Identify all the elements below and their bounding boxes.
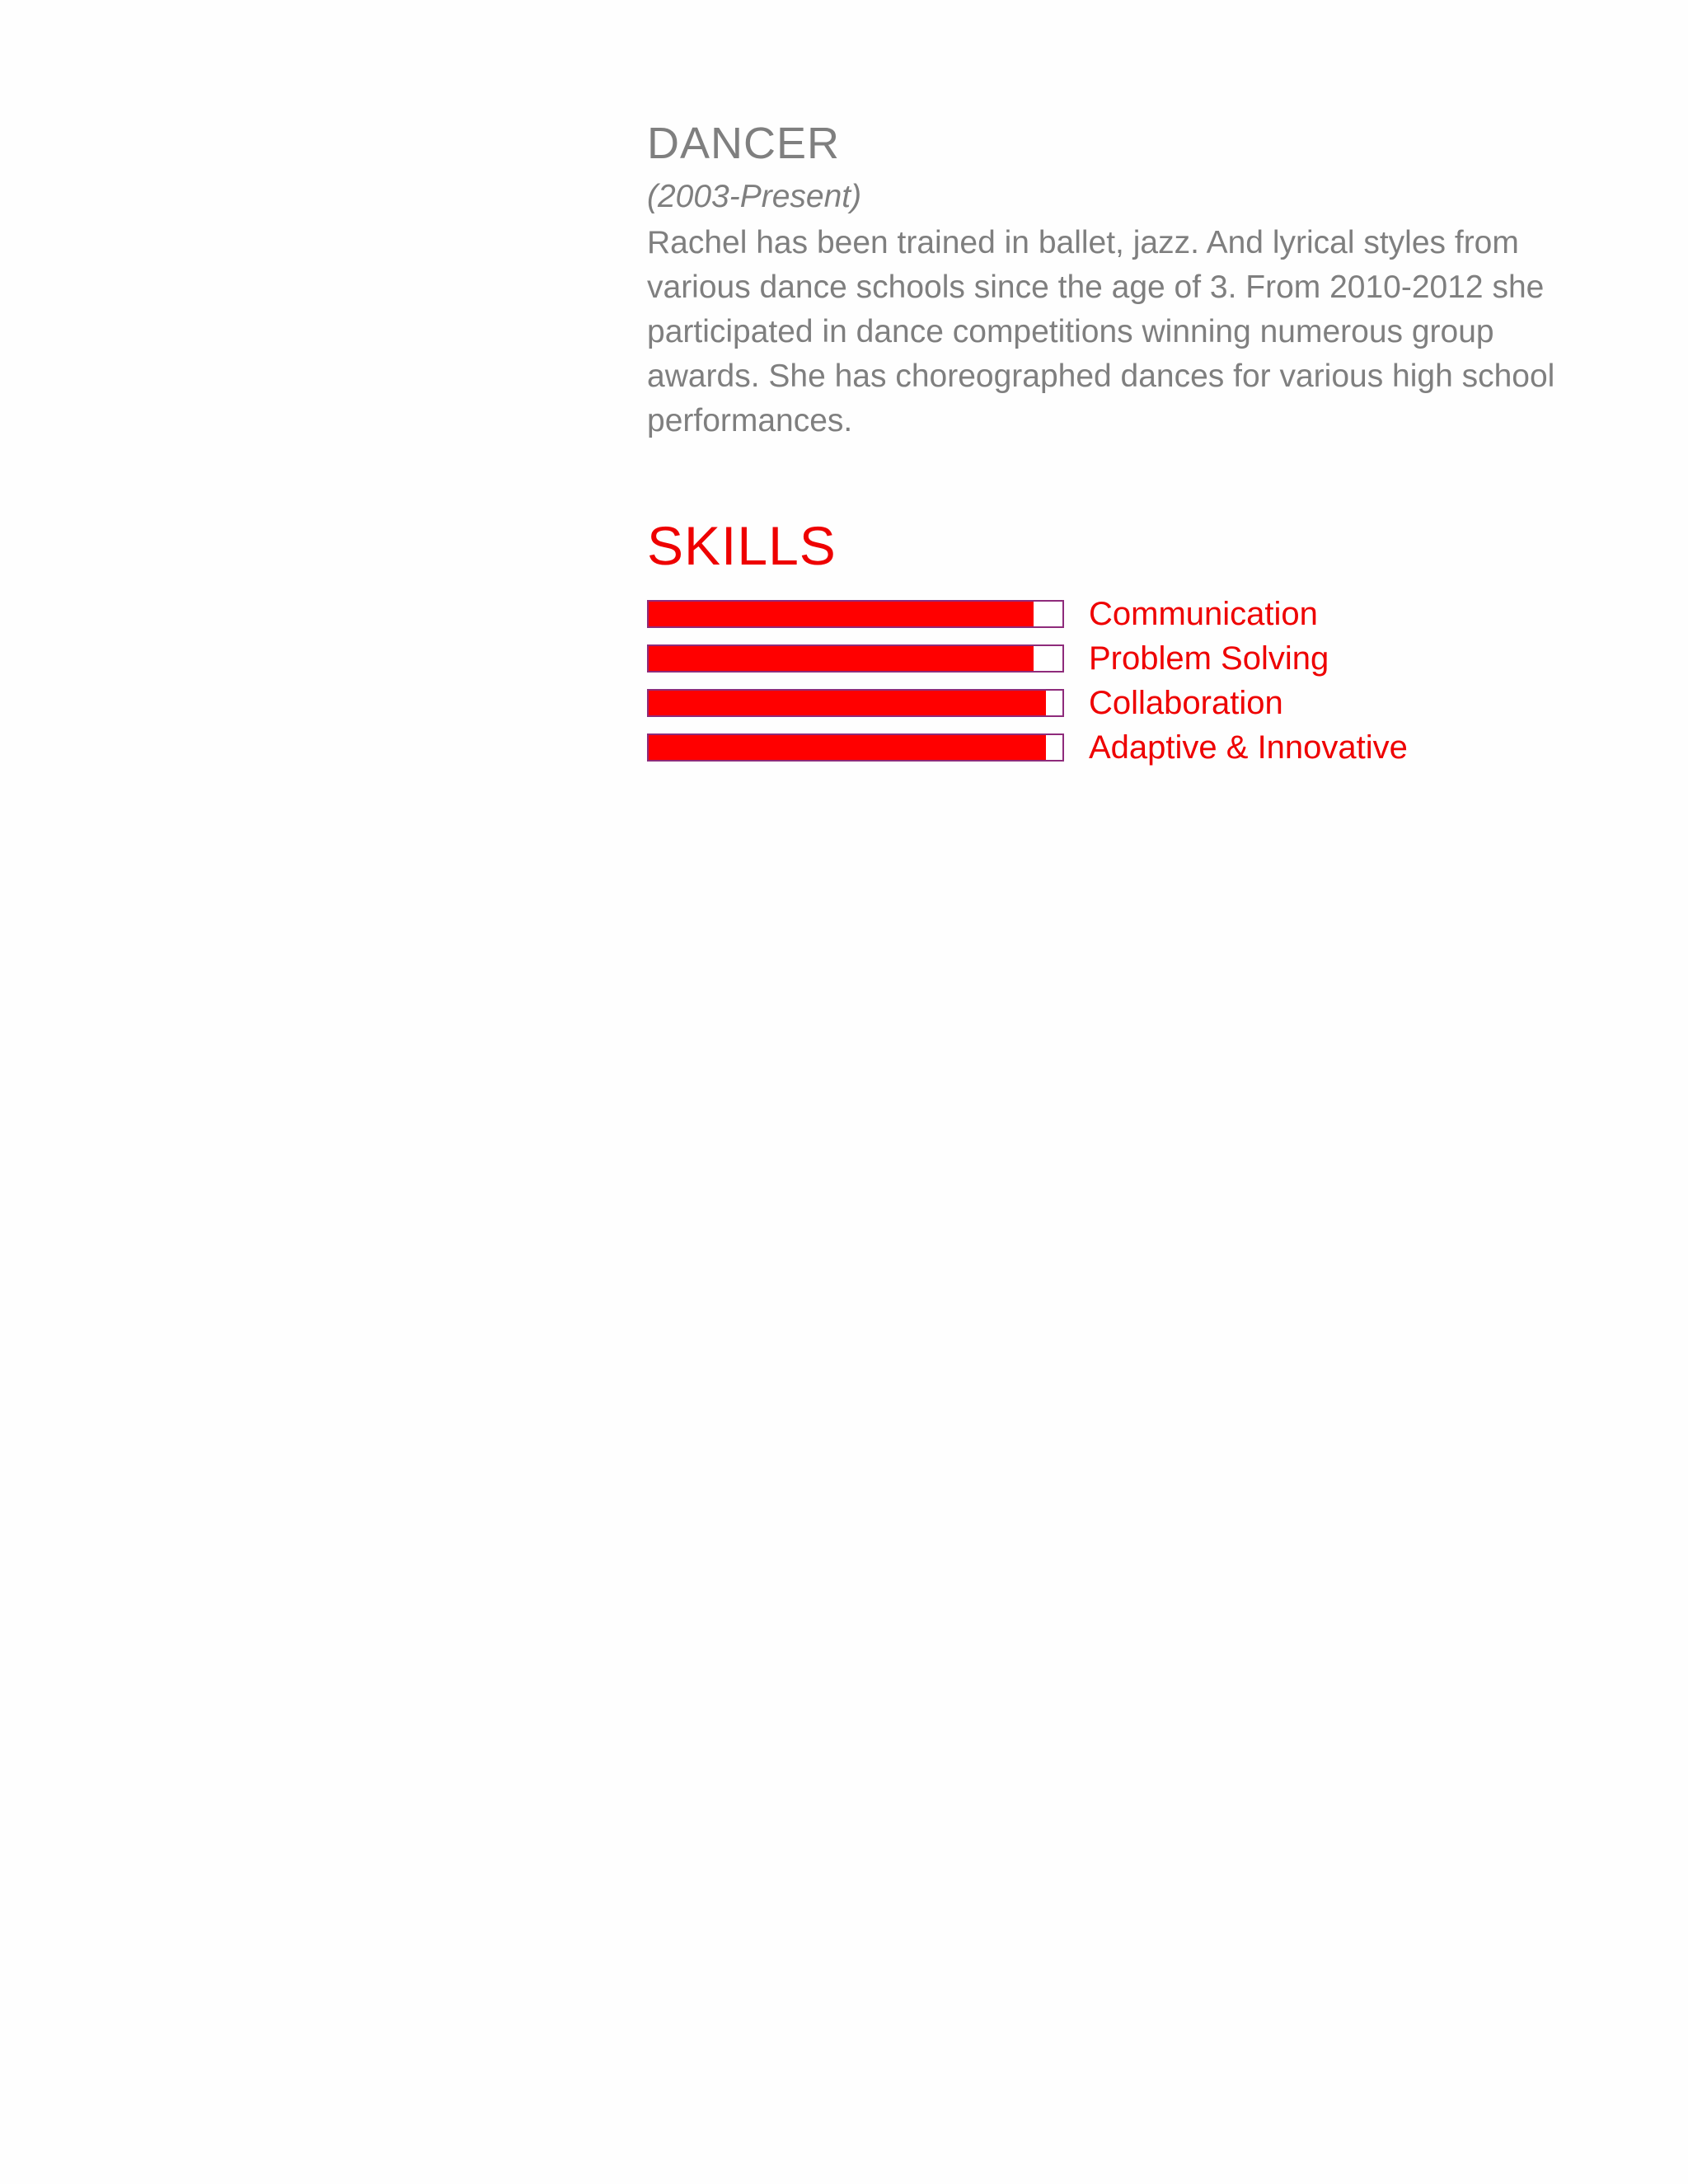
skills-section (647, 514, 1603, 770)
resume-content (647, 114, 1603, 770)
skill-label: Problem Solving (1089, 640, 1329, 677)
skill-bar-fill (649, 602, 1034, 626)
job-description: Rachel has been trained in ballet, jazz. And lyrical styles from various dance schools since the age of 3. From 2010-2012 she participated in dance competitions winning numerous group awards. She has choreographed dances for various high school performances. (647, 225, 1555, 438)
skill-bar (647, 733, 1064, 762)
skill-bar (647, 600, 1064, 628)
job-dates: (2003-Present) (647, 179, 862, 214)
skill-bar (647, 644, 1064, 673)
skill-label: Communication (1089, 596, 1318, 632)
skill-bar-fill (649, 691, 1046, 715)
skills-list (647, 592, 1603, 770)
skill-row (647, 636, 1603, 681)
skills-heading: SKILLS (647, 515, 837, 576)
skill-bar-fill (649, 646, 1034, 671)
experience-section (647, 114, 1603, 443)
skill-row (647, 592, 1603, 636)
skill-label: Adaptive & Innovative (1089, 729, 1408, 766)
skill-label: Collaboration (1089, 685, 1283, 721)
skill-row (647, 681, 1603, 725)
skill-bar-fill (649, 735, 1046, 760)
skill-bar (647, 689, 1064, 717)
job-title: DANCER (647, 119, 841, 168)
skill-row (647, 725, 1603, 770)
